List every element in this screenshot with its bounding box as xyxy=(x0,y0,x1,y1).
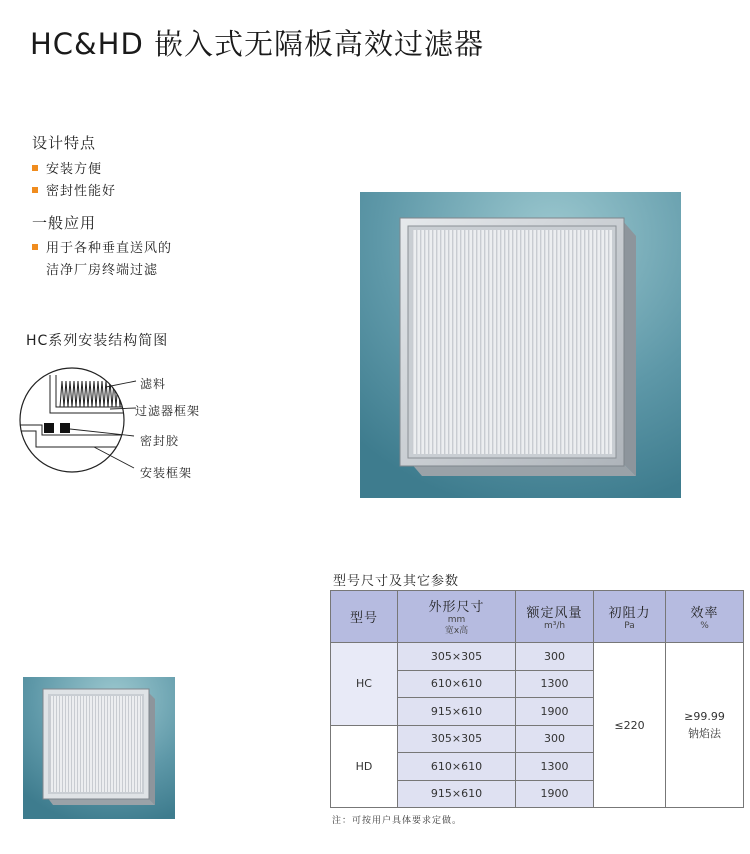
size-cell: 915×610 xyxy=(398,698,516,726)
header-resistance: 初阻力 Pa xyxy=(594,591,666,643)
diagram-label-sealant: 密封胶 xyxy=(140,434,180,448)
bullet-square-icon xyxy=(32,244,38,250)
product-photo-large xyxy=(360,192,681,498)
application-item xyxy=(32,237,172,256)
filter-photo-svg xyxy=(360,192,681,498)
diagram-title: HC系列安装结构简图 xyxy=(26,333,169,349)
filter-photo-small-svg xyxy=(23,677,175,819)
flow-cell: 1300 xyxy=(516,670,594,698)
size-cell: 610×610 xyxy=(398,670,516,698)
table-row xyxy=(331,643,744,671)
efficiency-cell xyxy=(666,643,744,808)
flow-cell: 1900 xyxy=(516,698,594,726)
feature-item-label: 密封性能好 xyxy=(46,184,117,199)
feature-item-label: 安装方便 xyxy=(46,162,103,177)
resistance-cell: ≤220 xyxy=(594,643,666,808)
flow-cell: 1900 xyxy=(516,780,594,808)
product-photo-small xyxy=(23,677,175,819)
size-cell: 610×610 xyxy=(398,753,516,781)
bullet-square-icon xyxy=(32,187,38,193)
flow-cell: 300 xyxy=(516,643,594,671)
header-size: 外形尺寸 mm 宽x高 xyxy=(398,591,516,643)
page-title: HC&HD 嵌入式无隔板高效过滤器 xyxy=(30,27,485,61)
efficiency-value: ≥99.99 xyxy=(684,709,725,723)
application-heading: 一般应用 xyxy=(32,214,97,232)
size-cell: 305×305 xyxy=(398,643,516,671)
flow-cell: 300 xyxy=(516,725,594,753)
diagram-label-mount-frame: 安装框架 xyxy=(140,466,193,480)
header-efficiency: 效率 % xyxy=(666,591,744,643)
footnote: 注：可按用户具体要求定做。 xyxy=(332,816,463,826)
application-item-label: 用于各种垂直送风的 xyxy=(46,241,173,256)
header-model: 型号 xyxy=(331,591,398,643)
diagram-label-filter-frame: 过滤器框架 xyxy=(135,404,201,418)
size-cell: 305×305 xyxy=(398,725,516,753)
size-cell: 915×610 xyxy=(398,780,516,808)
diagram-label-media: 滤料 xyxy=(140,377,167,391)
table-header-row xyxy=(331,591,744,643)
model-cell: HD xyxy=(331,725,398,808)
application-item-continued: 洁净厂房终端过滤 xyxy=(46,263,159,278)
bullet-square-icon xyxy=(32,165,38,171)
table-title: 型号尺寸及其它参数 xyxy=(333,574,460,589)
features-heading: 设计特点 xyxy=(32,134,97,152)
feature-item xyxy=(32,180,116,199)
efficiency-method: 钠焰法 xyxy=(688,726,721,740)
feature-item xyxy=(32,158,102,177)
spec-table xyxy=(330,590,744,808)
flow-cell: 1300 xyxy=(516,753,594,781)
model-cell: HC xyxy=(331,643,398,726)
header-flow: 额定风量 m³/h xyxy=(516,591,594,643)
